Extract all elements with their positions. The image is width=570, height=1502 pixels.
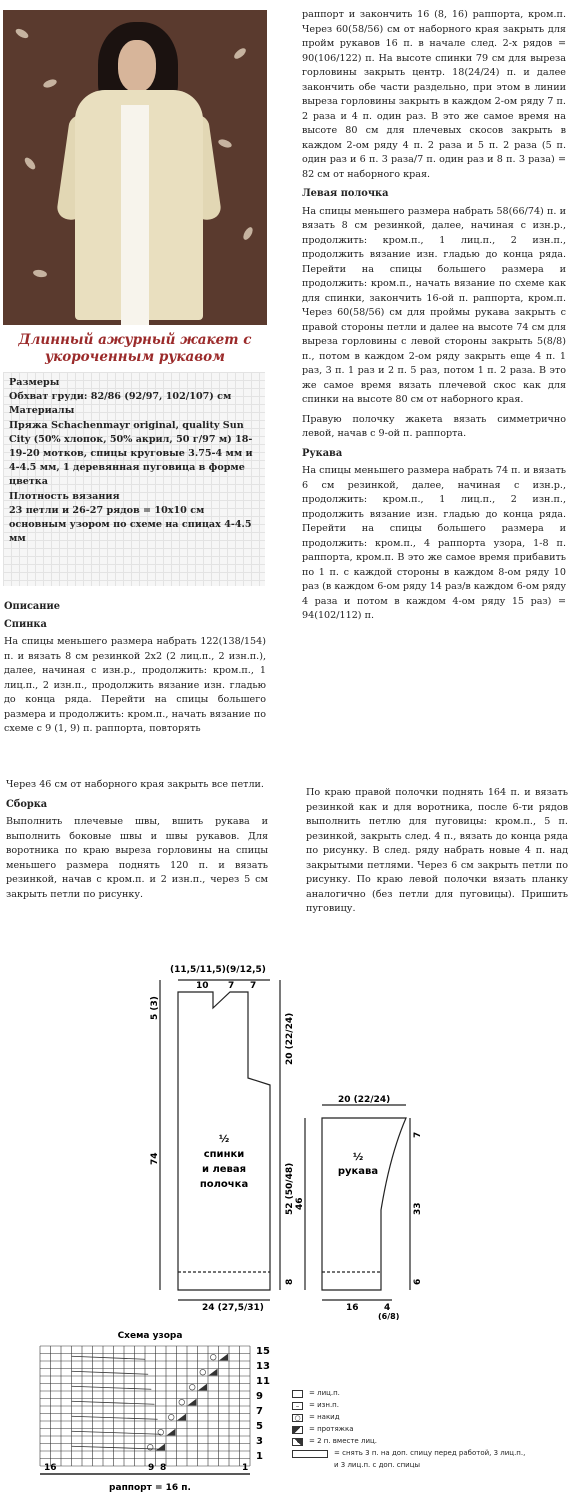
chart-dec-mark (199, 1384, 207, 1390)
dim-10: 10 (196, 981, 209, 991)
purl-symbol-icon: – (292, 1402, 303, 1410)
page-title: Длинный ажурный жакет с укороченным рукавом (18, 332, 252, 365)
lower-left (6, 778, 268, 907)
dim-8: 8 (285, 1278, 295, 1285)
dim-20: 20 (22/24) (285, 1012, 295, 1065)
legend-ssk-text: = протяжка (309, 1425, 354, 1434)
chart-col-9: 9 (148, 1463, 155, 1473)
specs-box (3, 372, 265, 586)
chart-dec-mark (188, 1399, 196, 1405)
chart-dec-mark (220, 1354, 228, 1360)
chart-row-label: 9 (256, 1391, 263, 1402)
chart-row-label: 15 (256, 1346, 270, 1357)
dim-7a: 7 (228, 981, 235, 991)
dim-sl-33: 33 (413, 1202, 423, 1215)
dim-52: 52 (50/48) (285, 1162, 295, 1215)
sleeve-label: рукава (337, 1166, 379, 1177)
materials-label: Материалы (9, 405, 75, 417)
chart-cable-line (72, 1401, 155, 1404)
legend-purl (292, 1400, 564, 1412)
dim-7b: 7 (250, 981, 257, 991)
legend (292, 1388, 564, 1472)
k2tog-symbol-icon (292, 1438, 303, 1446)
legend-cable-2 (292, 1460, 564, 1472)
sleeve-end-text: Через 46 см от наборного края закрыть все петли. (6, 779, 264, 790)
body-label-1: спинки (203, 1149, 245, 1160)
legend-knit-text: = лиц.п. (309, 1389, 340, 1398)
legend-cable-text1: = снять 3 п. на доп. спицу перед работой, 3 лиц.п., (334, 1449, 526, 1458)
body-label-2: и левая (201, 1164, 247, 1175)
chart-col-8: 8 (160, 1463, 167, 1473)
chart-row-label: 3 (256, 1436, 263, 1447)
chart-yo-mark (168, 1414, 174, 1420)
right-front-text: Правую полочку жакета вязать симметрично левой, начав с 9-ой п. раппорта. (302, 413, 566, 439)
back-text: На спицы меньшего размера набрать 122(138/154) п. и вязать 8 см резинкой 2х2 (2 лиц.п., 2 изн.п.), далее, начиная с изн.р., продолжить: кром.п., 1 лиц.п., 2 изн.п., продолжить вязание изн. гладью до конца ряда. Перейти на спицы большего размера и продолжить: кром.п., начать вязание по схеме с 9 (1, 9) п. раппорта, повторять (4, 636, 266, 734)
back-heading: Спинка (4, 618, 47, 630)
yarn-over-icon: ○ (292, 1414, 303, 1422)
dim-sl-46: 46 (295, 1197, 305, 1210)
dim-5: 5 (3) (150, 996, 160, 1020)
sleeve-outline (322, 1118, 406, 1290)
dim-74: 74 (150, 1152, 160, 1165)
diagram-top-label: (11,5/11,5)(9/12,5) (170, 965, 266, 975)
chart-dec-mark (157, 1444, 165, 1450)
chart-cable-line (72, 1356, 146, 1359)
chart-dec-mark (167, 1429, 175, 1435)
dim-sl-16: 16 (346, 1303, 359, 1313)
knit-symbol-icon (292, 1390, 303, 1398)
chart-col-16: 16 (44, 1463, 57, 1473)
gauge-info: 23 петли и 26-27 рядов = 10x10 см основным узором по схеме на спицах 4-4.5 мм (9, 504, 252, 545)
left-front-text: На спицы меньшего размера набрать 58(66/74) п. и вязать 8 см резинкой, далее, начиная с изн.р., продолжить: кром.п., 1 лиц.п., 2 изн.п., продолжить вязание изн. гладью до конца ряда. Перейти на спицы большего размера и продолжить: кром.п., начать вязание по схеме как для спинки, закончить 16-ой п. раппорта, кром.п. Через 60(58/56) см для проймы рукава закрыть с правой стороны петли и далее на высоте 74 см для выреза горловины с левой стороны закрыть 5(8/8) п., потом в каждом 2-ом ряду закрыть еще 4 п. 1 раз, 3 п. 1 раз и 2 п. 5 раз, потом 1 п. 2 раза. В это же самое время вязать плечевой скос как для спинки на высоте 80 см от наборного края. (302, 205, 566, 405)
legend-k2tog (292, 1436, 564, 1448)
chart-dec-mark (178, 1414, 186, 1420)
pattern-chart (30, 1328, 290, 1498)
legend-purl-text: = изн.п. (309, 1401, 339, 1410)
jacket-photo (3, 10, 267, 325)
body-label-half: ½ (218, 1134, 230, 1145)
pattern-chart-svg (30, 1328, 290, 1498)
right-column (302, 8, 566, 629)
legend-ssk (292, 1424, 564, 1436)
sleeve-label-half: ½ (352, 1152, 364, 1163)
chart-dec-mark (209, 1369, 217, 1375)
legend-k2tog-text: = 2 п. вместе лиц. (309, 1437, 377, 1446)
chart-cable-line (72, 1386, 152, 1389)
chart-cable-line (72, 1431, 161, 1434)
legend-knit (292, 1388, 564, 1400)
body-label-3: полочка (199, 1179, 249, 1190)
left-column (4, 597, 266, 742)
chart-yo-mark (189, 1384, 195, 1390)
schematic-svg (140, 960, 440, 1320)
chart-cable-line (72, 1416, 158, 1419)
dim-sl-20: 20 (22/24) (338, 1095, 391, 1105)
legend-cable (292, 1448, 564, 1460)
description-heading: Описание (4, 601, 60, 612)
dim-sl-68: (6/8) (378, 1312, 400, 1320)
chart-col-1: 1 (242, 1463, 249, 1473)
lower-right (306, 786, 568, 922)
chart-yo-mark (179, 1399, 185, 1405)
chart-cable-line (72, 1371, 149, 1374)
dim-sl-4: 4 (384, 1303, 391, 1313)
chart-row-label: 13 (256, 1361, 270, 1372)
dim-sl-6: 6 (413, 1278, 423, 1285)
assembly-text: Выполнить плечевые швы, вшить рукава и выполнить боковые швы и швы рукавов. Для воротника по краю выреза горловины на спицы меньшего размера поднять 120 п. и вязать резинкой, начав с кром.п. и 2 изн.п., через 5 см закрыть петли по рисунку. (6, 816, 268, 900)
chart-yo-mark (210, 1354, 216, 1360)
legend-cable-text2: и 3 лиц.п. с доп. спицы (334, 1461, 420, 1470)
chart-row-label: 5 (256, 1421, 263, 1432)
yarn-info: Пряжа Schachenmayr original, quality Sun City (50% хлопок, 50% акрил, 50 г/97 м) 18-19-20 мотков, спицы круговые 3.75-4 мм и 4-4.5 мм, 1 деревянная пуговица в форме цветка (9, 419, 253, 488)
ssk-symbol-icon (292, 1426, 303, 1434)
chart-repeat: раппорт = 16 п. (109, 1483, 191, 1493)
chart-yo-mark (200, 1369, 206, 1375)
cable-symbol-icon (292, 1450, 328, 1458)
chart-row-label: 11 (256, 1376, 270, 1387)
chart-row-label: 7 (256, 1406, 263, 1417)
dim-24: 24 (27,5/31) (202, 1303, 264, 1313)
sleeve-heading: Рукава (302, 447, 343, 459)
chart-title: Схема узора (117, 1331, 183, 1341)
sizes-label: Размеры (9, 377, 60, 388)
bust-size: Обхват груди: 82/86 (92/97, 102/107) см (9, 391, 232, 403)
collar-text: По краю правой полочки поднять 164 п. и вязать резинкой как и для воротника, после 6-ти рядов выполнить петлю для пуговицы: кром.п., 5 п. резинкой, закрыть след. 4 п., вязать до конца ряда по рисунку. В след. ряду набрать новые 4 п. над закрытыми петлями. Через 6 см закрыть петли по рисунку. По краю левой полочки вязать планку аналогично (без петли для пуговицы). Пришить пуговицу. (306, 787, 568, 914)
chart-yo-mark (147, 1444, 153, 1450)
sleeve-text: На спицы меньшего размера набрать 74 п. и вязать 6 см резинкой, далее, начиная с изн.р., продолжить: кром.п., 1 лиц.п., 2 изн.п., продолжить вязание изн. гладью до конца ряда. Перейти на спицы большего размера и продолжить: кром.п., 4 раппорта узора, 1-8 п. раппорта, кром.п. В это же самое время прибавить по 1 п. с каждой стороны в каждом 8-ом ряду 10 раз (в каждом 6-ом ряду 14 раз/в каждом 6-ом ряду 4 раза и потом в каждом 4-ом ряду 15 раз) = 94(102/112) п. (302, 465, 566, 621)
back-text-cont: раппорт и закончить 16 (8, 16) раппорта, кром.п. Через 60(58/56) см от наборного края закрыть для пройм рукавов 16 п. в начале след. 2-х рядов = 90(106/122) п. На высоте спинки 79 см для выреза горловины закрыть центр. 18(24/24) п. и далее закончить обе части раздельно, при этом в линии выреза горловины закрыть в каждом 2-ом ряду 7 п. 2 раза и 4 п. один раз. В это же самое время на высоте 80 см для плечевых скосов закрыть в каждом 2-ом ряду 4 п. 2 раза и 5 п. 2 раза (5 п. один раз и 6 п. 3 раза/7 п. один раз и 8 п. 3 раза) = 82 см от наборного края. (302, 9, 566, 180)
schematic-diagram (140, 960, 440, 1320)
chart-cable-line (72, 1446, 164, 1449)
left-front-heading: Левая полочка (302, 188, 389, 199)
legend-yo-text: = накид (309, 1413, 340, 1422)
gauge-label: Плотность вязания (9, 490, 120, 502)
legend-yo (292, 1412, 564, 1424)
assembly-heading: Сборка (6, 798, 48, 810)
chart-row-label: 1 (256, 1451, 263, 1462)
dim-sl-7: 7 (413, 1131, 423, 1138)
